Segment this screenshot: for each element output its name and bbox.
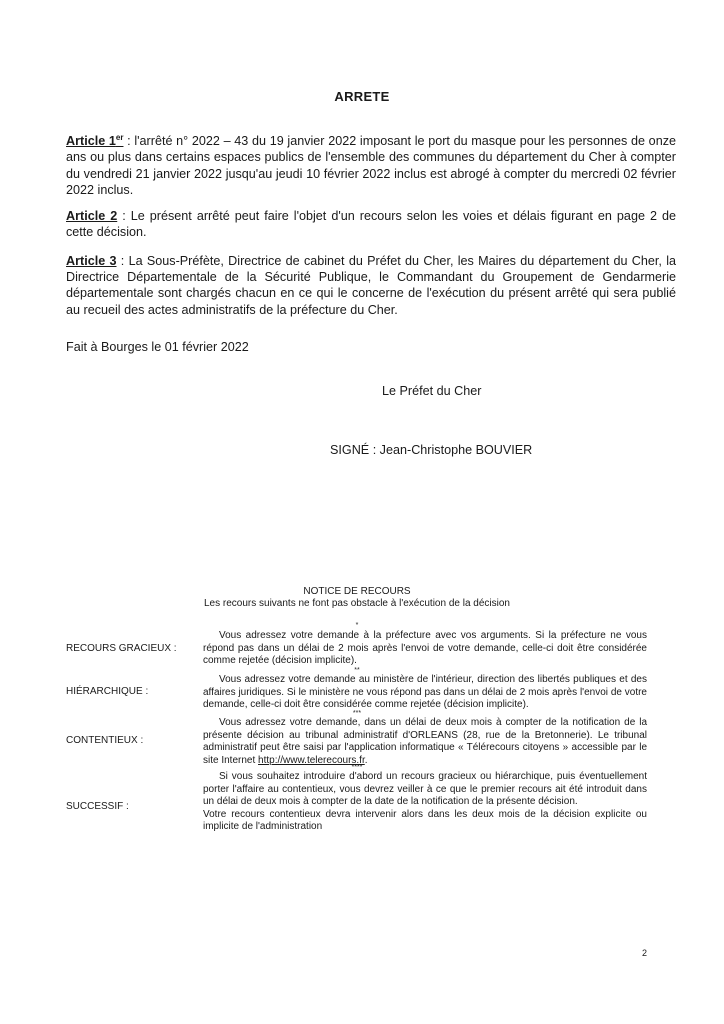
article-1-text: : l'arrêté n° 2022 – 43 du 19 janvier 2022 imposant le port du masque pour les personnes de onze ans ou plus dans certains espaces publics de l'ensemble des communes du département du Cher à compter du vendredi 21 janvier 2022 jusqu'au jeudi 10 février 2022 inclus est abrogé à compter du mercredi 02 février 2022 inclus. bbox=[66, 134, 676, 197]
separator-stars: **** bbox=[351, 764, 363, 771]
article-3-label: Article 3 bbox=[66, 254, 117, 268]
article-3-text: : La Sous-Préfète, Directrice de cabinet du Préfet du Cher, les Maires du département du Cher, la Directrice Départementale de la Sécurité Publique, le Commandant du Groupement de Gendarmerie départementale sont chargés chacun en ce qui le concerne de l'exécution du présent arrêté qui sera publié au recueil des actes administratifs de la préfecture du Cher. bbox=[66, 254, 676, 317]
separator-stars: * bbox=[355, 622, 359, 629]
recours-gracieux-text: Vous adressez votre demande à la préfecture avec vos arguments. Si la préfecture ne vous répond pas dans un délai de 2 mois après l'envoi de votre demande, celle-ci doit être considérée comme rejetée (décision implicite). bbox=[203, 630, 647, 667]
article-2 bbox=[66, 208, 676, 240]
article-1-label: Article 1er bbox=[66, 133, 124, 149]
page-number: 2 bbox=[642, 948, 648, 958]
article-2-label: Article 2 bbox=[66, 209, 118, 223]
recours-successif-label: SUCCESSIF : bbox=[66, 801, 129, 812]
separator-stars: ** bbox=[354, 667, 360, 674]
place-date: Fait à Bourges le 01 février 2022 bbox=[66, 340, 249, 354]
notice-title: NOTICE DE RECOURS bbox=[303, 586, 411, 597]
recours-gracieux-label: RECOURS GRACIEUX : bbox=[66, 643, 177, 654]
signature-line: SIGNÉ : Jean-Christophe BOUVIER bbox=[330, 443, 533, 457]
recours-successif-text: Si vous souhaitez introduire d'abord un recours gracieux ou hiérarchique, puis éventuellement porter l'affaire au contentieux, vous devrez veiller à ce que le premier recours ait été introduit dans un délai de deux mois à compter de la date de la notification de la présente décision. Votre recours contentieux devra intervenir alors dans les deux mois de la décision explicite ou implicite de l'administration bbox=[203, 771, 647, 833]
recours-hierarchique-text: Vous adressez votre demande au ministère de l'intérieur, direction des libertés publiques et des affaires juridiques. Si le ministère ne vous répond pas dans un délai de 2 mois après l'envoi de votre demande, celle-ci doit être considérée comme rejetée (décision implicite). bbox=[203, 674, 647, 711]
recours-contentieux-text: Vous adressez votre demande, dans un délai de deux mois à compter de la notification de la présente décision au tribunal administratif d'ORLEANS (28, rue de la Bretonnerie). Le tribunal administratif peut être saisi par l'application informatique « Télérecours citoyens » accessible par le site Internet http://www.telerecours.fr. bbox=[203, 717, 647, 766]
article-1 bbox=[66, 130, 676, 198]
recours-hierarchique-label: HIÉRARCHIQUE : bbox=[66, 686, 149, 697]
telerecours-link[interactable]: http://www.telerecours.fr bbox=[258, 754, 365, 766]
article-3 bbox=[66, 253, 676, 318]
notice-subtitle: Les recours suivants ne font pas obstacle à l'exécution de la décision bbox=[204, 598, 510, 609]
prefet-title: Le Préfet du Cher bbox=[382, 384, 482, 398]
document-title: ARRETE bbox=[334, 89, 390, 104]
separator-stars: *** bbox=[352, 710, 362, 717]
recours-contentieux-label: CONTENTIEUX : bbox=[66, 735, 144, 746]
article-2-text: : Le présent arrêté peut faire l'objet d'un recours selon les voies et délais figurant en page 2 de cette décision. bbox=[66, 209, 676, 240]
